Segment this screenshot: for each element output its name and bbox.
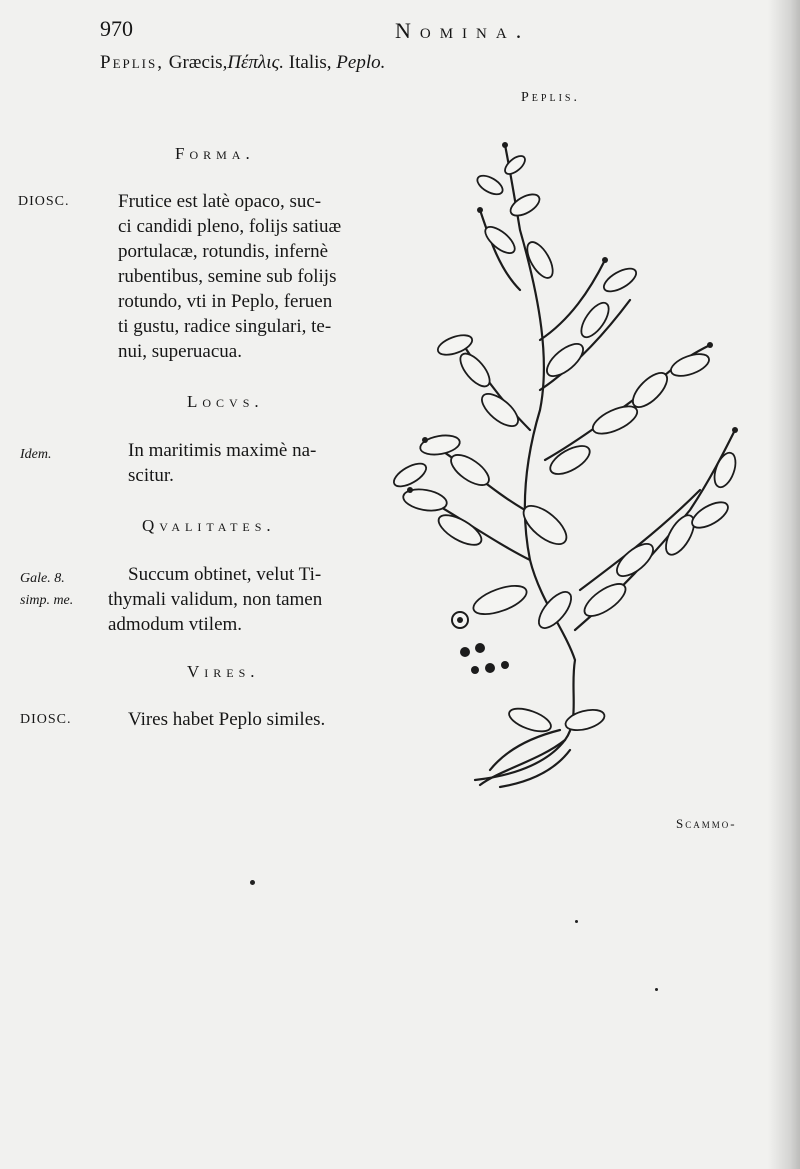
section-text-forma xyxy=(118,189,341,364)
ink-speck xyxy=(655,988,658,991)
section-heading-locus: Locvs. xyxy=(187,392,264,411)
section-heading-vires: Vires. xyxy=(187,662,260,681)
text-line: ci candidi pleno, folijs satiuæ xyxy=(118,216,342,237)
margin-note-locus: Idem. xyxy=(20,447,52,462)
title-italian-word: Peplo. xyxy=(336,52,386,73)
catchword: Scammo- xyxy=(676,816,737,831)
page-edge-shadow xyxy=(768,0,800,1169)
text-line: scitur. xyxy=(128,465,174,486)
text-line: Frutice est latè opaco, suc- xyxy=(118,191,322,212)
title-line xyxy=(100,52,385,74)
margin-note-qualitates xyxy=(20,568,73,612)
margin-note-vires: DIOSC. xyxy=(20,712,72,727)
title-greek-label: Græcis, xyxy=(168,52,228,73)
text-line: Vires habet Peplo similes. xyxy=(128,709,326,730)
section-text-qualitates xyxy=(108,562,322,637)
section-heading-qualitates: Qvalitates. xyxy=(142,516,276,535)
text-line: In maritimis maximè na- xyxy=(128,440,317,461)
margin-note-line: simp. me. xyxy=(20,593,74,608)
text-line: nui, superuacua. xyxy=(118,341,242,362)
plate-label: Peplis. xyxy=(521,90,580,105)
margin-note-line: Gale. 8. xyxy=(20,571,65,586)
section-text-locus xyxy=(128,438,316,488)
plant-woodcut-icon xyxy=(380,130,760,800)
text-line: ti gustu, radice singulari, te- xyxy=(118,316,332,337)
title-plant-name: Peplis, xyxy=(100,52,164,73)
title-greek-word: Πέπλις. xyxy=(227,52,285,73)
text-line: admodum vtilem. xyxy=(108,614,243,635)
section-heading-forma: Forma. xyxy=(175,144,255,163)
text-line: rotundo, vti in Peplo, feruen xyxy=(118,291,333,312)
margin-note-forma: DIOSC. xyxy=(18,194,70,209)
section-text-vires xyxy=(128,707,325,732)
text-line: portulacæ, rotundis, infernè xyxy=(118,241,329,262)
ink-speck xyxy=(575,920,578,923)
text-line: rubentibus, semine sub folijs xyxy=(118,266,337,287)
text-line: thymali validum, non tamen xyxy=(108,589,323,610)
page-number: 970 xyxy=(100,16,133,41)
ink-speck xyxy=(250,880,255,885)
running-head: Nomina. xyxy=(395,18,531,43)
text-line: Succum obtinet, velut Ti- xyxy=(128,564,322,585)
title-italian-label: Italis, xyxy=(288,52,332,73)
